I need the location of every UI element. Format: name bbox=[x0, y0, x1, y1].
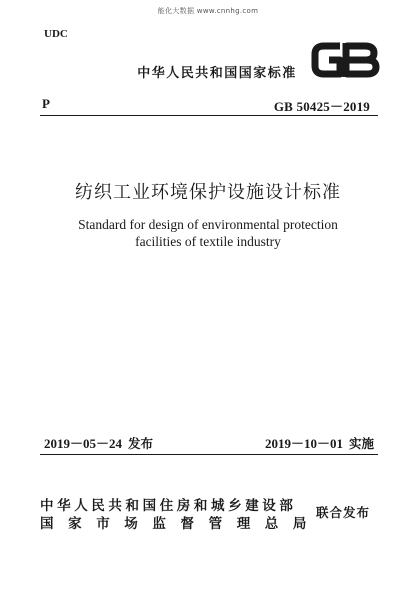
watermark: 能化大数据 www.cnnhg.com bbox=[157, 7, 259, 15]
category-code: P bbox=[42, 96, 50, 111]
top-divider bbox=[40, 115, 378, 116]
issue-date-block bbox=[44, 433, 153, 452]
standard-number: GB 50425－2019 bbox=[273, 99, 370, 114]
implementation-label: 实施 bbox=[348, 436, 374, 451]
bottom-divider bbox=[40, 454, 378, 455]
udc-label: UDC bbox=[44, 28, 68, 40]
implementation-date: 2019－10－01 bbox=[264, 436, 343, 451]
publisher-2: 国家市场监督管理总局 bbox=[40, 516, 321, 532]
joint-publish-label: 联合发布 bbox=[315, 505, 370, 520]
title-en-line-2: facilities of textile industry bbox=[135, 234, 281, 249]
document-title-en bbox=[0, 216, 416, 250]
publisher-1: 中华人民共和国住房和城乡建设部 bbox=[40, 498, 297, 514]
issue-label: 发布 bbox=[128, 436, 154, 451]
issue-date: 2019－05－24 bbox=[44, 436, 123, 451]
title-en-line-1: Standard for design of environmental protection bbox=[78, 217, 338, 232]
standard-type: 中华人民共和国国家标准 bbox=[137, 66, 297, 81]
document-title-cn: 纺织工业环境保护设施设计标准 bbox=[75, 182, 341, 203]
implementation-date-block bbox=[265, 433, 374, 452]
